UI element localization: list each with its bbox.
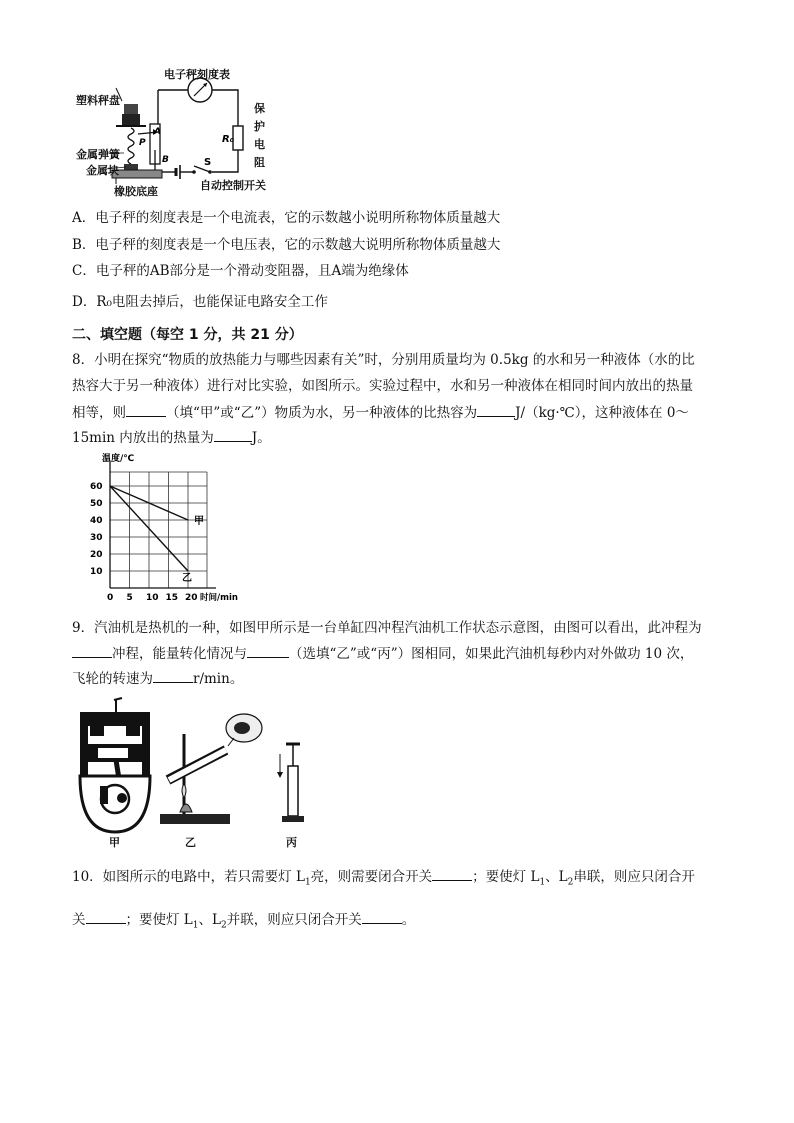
q9-line1: 9．汽油机是热机的一种，如图甲所示是一台单缸四冲程汽油机工作状态示意图，由图可以看出，此冲程为 [72, 620, 702, 636]
label-s: S [204, 157, 212, 168]
q9-line3a: 飞轮的转速为 [72, 671, 153, 687]
q10-line1d: 、L [545, 869, 568, 885]
q10-line1c: ；要使灯 L [472, 869, 540, 885]
q9-line3b: r/min。 [193, 671, 244, 687]
x-axis-label: 时间/min [200, 593, 238, 603]
q9-line2 [72, 643, 693, 664]
protect-char-2: 护 [254, 120, 265, 133]
q8-line3a: 相等，则 [72, 405, 126, 421]
q10-line2e: 。 [401, 912, 416, 928]
q8-blank-3[interactable] [214, 427, 252, 442]
q10-line2c: 、L [198, 912, 221, 928]
q7-option-d: D．R₀电阻去掉后，也能保证电路安全工作 [72, 294, 328, 310]
q10-line1e: 串联，则应只闭合开 [573, 869, 695, 885]
temperature-chart [84, 452, 238, 603]
label-r0: R₀ [222, 134, 235, 145]
x-tick-label: 5 [126, 593, 133, 603]
switch-label: 自动控制开关 [200, 179, 266, 192]
q10-sub-2: 1 [539, 877, 546, 888]
x-tick-label: 20 [185, 593, 198, 603]
series-label-2: 乙 [182, 573, 192, 584]
piston-figure [277, 744, 304, 822]
q10-line1 [72, 866, 695, 893]
spring-label: 金属弹簧 [76, 148, 120, 161]
q8-blank-1[interactable] [126, 402, 166, 417]
q9-blank-1[interactable] [72, 643, 112, 658]
temperature-chart-svg [84, 452, 238, 603]
y-tick-label: 40 [90, 516, 103, 526]
q8-line3b: （填“甲”或“乙”）物质为水，另一种液体的比热容为 [166, 405, 478, 421]
q10-sub-3: 2 [567, 877, 574, 888]
scale-circuit-figure [76, 66, 276, 196]
label-a: A [154, 127, 161, 137]
label-b: B [162, 155, 169, 165]
q10-line2a: 关 [72, 912, 86, 928]
q8-line4b: J。 [251, 430, 271, 446]
q10-blank-1[interactable] [432, 866, 472, 881]
q8-line2: 热容大于另一种液体）进行对比实验，如图所示。实验过程中，水和另一种液体在相同时间内放出的热量 [72, 378, 693, 394]
q10-sub-5: 2 [220, 920, 227, 931]
protect-char-3: 电 [254, 138, 265, 151]
q10-sub-1: 1 [304, 877, 311, 888]
q10-line1a: 10．如图所示的电路中，若只需要灯 L [72, 869, 305, 885]
q8-line4 [72, 427, 271, 448]
base-label: 橡胶底座 [114, 185, 158, 198]
q10-line2d: 并联，则应只闭合开关 [226, 912, 362, 928]
series-label-1: 甲 [194, 516, 204, 527]
engine-figures [76, 694, 316, 854]
test-tube-figure [160, 714, 262, 824]
q9-blank-2[interactable] [247, 643, 289, 658]
y-tick-label: 30 [90, 533, 103, 543]
q10-sub-4: 1 [192, 920, 199, 931]
q8-blank-2[interactable] [477, 402, 515, 417]
y-tick-label: 20 [90, 550, 103, 560]
q9-line2a: 冲程，能量转化情况与 [112, 646, 247, 662]
fig-label-bing: 丙 [286, 836, 297, 849]
q10-line1b: 亮，则需要闭合开关 [310, 869, 433, 885]
y-tick-label: 50 [90, 499, 103, 509]
label-p: P [139, 138, 146, 148]
q9-line3 [72, 668, 243, 689]
q8-line3 [72, 402, 689, 423]
section2-title: 二、填空题（每空 1 分，共 21 分） [72, 327, 303, 343]
q7-option-c: C．电子秤的AB部分是一个滑动变阻器，且A端为绝缘体 [72, 263, 409, 279]
engine-figures-svg [76, 694, 316, 854]
q8-line4a: 15min 内放出的热量为 [72, 430, 214, 446]
q9-blank-3[interactable] [153, 668, 193, 683]
q8-line3c: J/（kg·℃），这种液体在 0～ [515, 405, 689, 421]
q10-line2 [72, 909, 415, 936]
q10-line2b: ；要使灯 L [125, 912, 193, 928]
y-axis-label: 温度/℃ [102, 454, 135, 464]
engine-cylinder-figure [80, 698, 150, 832]
fig-label-yi: 乙 [185, 836, 196, 849]
block-label: 金属块 [86, 164, 119, 177]
x-tick-label: 0 [107, 593, 114, 603]
protect-char-4: 阻 [254, 156, 265, 169]
fig-label-jia: 甲 [109, 836, 120, 849]
q7-option-b: B．电子秤的刻度表是一个电压表，它的示数越大说明所称物体质量越大 [72, 237, 501, 253]
pan-label: 塑料秤盘 [76, 94, 120, 107]
q7-option-a: A．电子秤的刻度表是一个电流表，它的示数越小说明所称物体质量越大 [72, 210, 501, 226]
x-tick-label: 10 [146, 593, 159, 603]
meter-label: 电子秤刻度表 [164, 68, 230, 81]
q10-blank-2[interactable] [86, 909, 126, 924]
y-tick-label: 10 [90, 567, 103, 577]
x-tick-label: 15 [165, 593, 179, 603]
protect-char-1: 保 [254, 102, 265, 115]
q8-line1: 8．小明在探究“物质的放热能力与哪些因素有关”时，分别用质量均为 0.5kg 的水和另一种液体（水的比 [72, 352, 695, 368]
q10-blank-3[interactable] [362, 909, 402, 924]
y-tick-label: 60 [90, 482, 103, 492]
q9-line2b: （选填“乙”或“丙”）图相同，如果此汽油机每秒内对外做功 10 次， [289, 646, 694, 662]
